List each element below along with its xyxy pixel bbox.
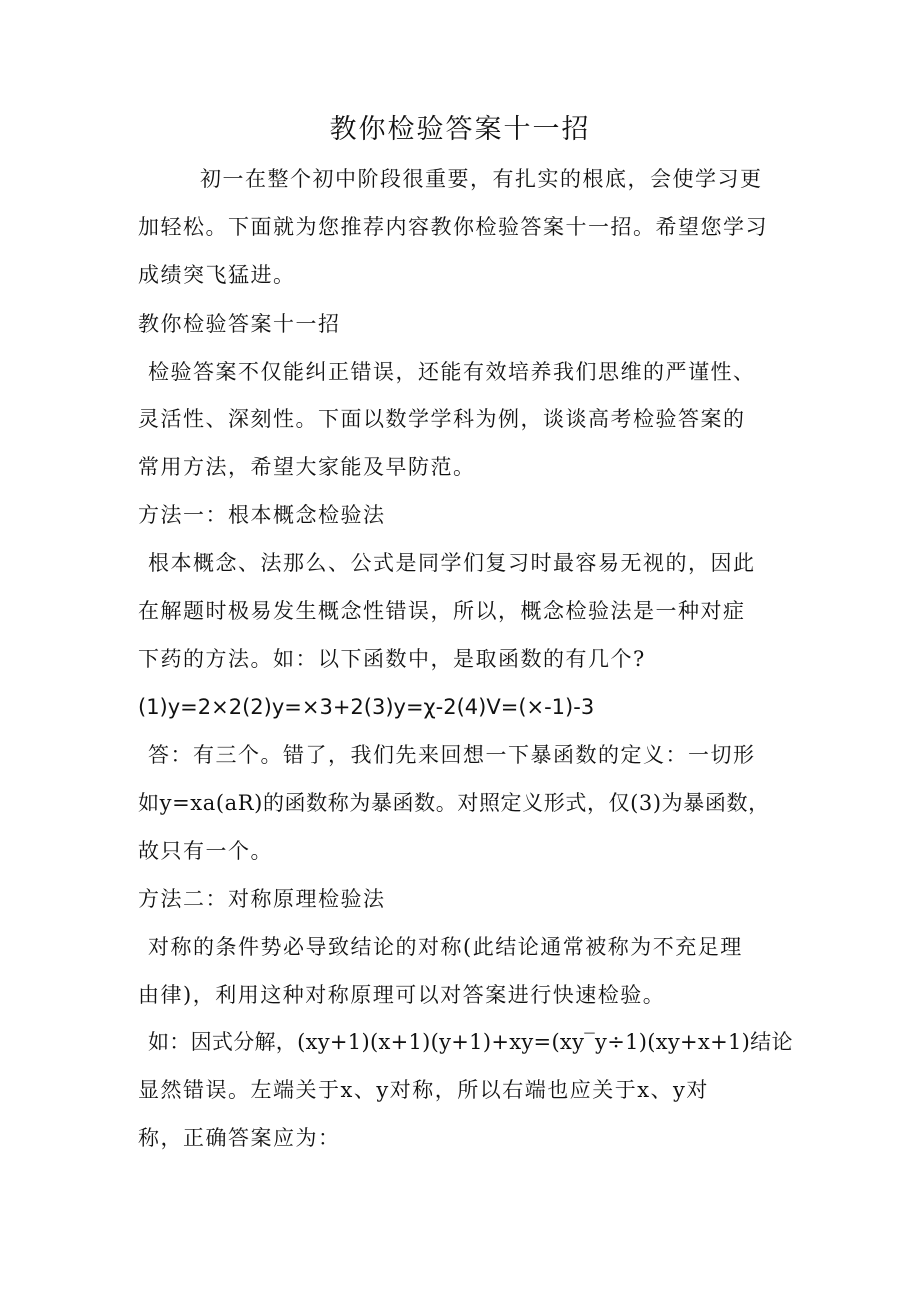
paragraph-line: 在解题时极易发生概念性错误，所以，概念检验法是一种对症 [138,599,746,623]
paragraph-line: 根本概念、法那么、公式是同学们复习时最容易无视的，因此 [148,551,756,575]
paragraph-line: 常用方法，希望大家能及早防范。 [138,455,476,479]
paragraph-line: 答：有三个。错了，我们先来回想一下暴函数的定义：一切形 [148,743,756,767]
paragraph-line: 对称的条件势必导致结论的对称(此结论通常被称为不充足理 [148,935,743,959]
method-heading: 方法一：根本概念检验法 [138,503,386,527]
paragraph-line: 由律)，利用这种对称原理可以对答案进行快速检验。 [138,983,666,1007]
document-title: 教你检验答案十一招 [329,114,591,145]
paragraph-line: 如：因式分解，(xy+1)(x+1)(y+1)+xy=(xy‾y÷1)(xy+x+1)结论 [148,1030,793,1054]
method-heading: 方法二：对称原理检验法 [138,887,386,911]
paragraph-line: 灵活性、深刻性。下面以数学学科为例，谈谈高考检验答案的 [138,407,746,431]
formula-line: (1)y=2×2(2)y=×3+2(3)y=χ-2(4)V=(×-1)-3 [138,695,595,719]
paragraph-line: 称，正确答案应为： [138,1126,341,1150]
paragraph-line: 检验答案不仅能纠正错误，还能有效培养我们思维的严谨性、 [148,360,756,384]
paragraph-line: 如y=xa(aR)的函数称为暴函数。对照定义形式，仅(3)为暴函数， [138,791,770,815]
paragraph-line: 加轻松。下面就为您推荐内容教你检验答案十一招。希望您学习 [138,215,768,239]
section-heading: 教你检验答案十一招 [138,312,341,336]
paragraph-line: 显然错误。左端关于x、y对称，所以右端也应关于x、y对 [138,1078,709,1102]
paragraph-line: 成绩突飞猛进。 [138,263,296,287]
paragraph-line: 下药的方法。如：以下函数中，是取函数的有几个? [138,647,646,671]
paragraph-line: 故只有一个。 [138,839,273,863]
paragraph-line: 初一在整个初中阶段很重要，有扎实的根底，会使学习更 [200,167,763,191]
